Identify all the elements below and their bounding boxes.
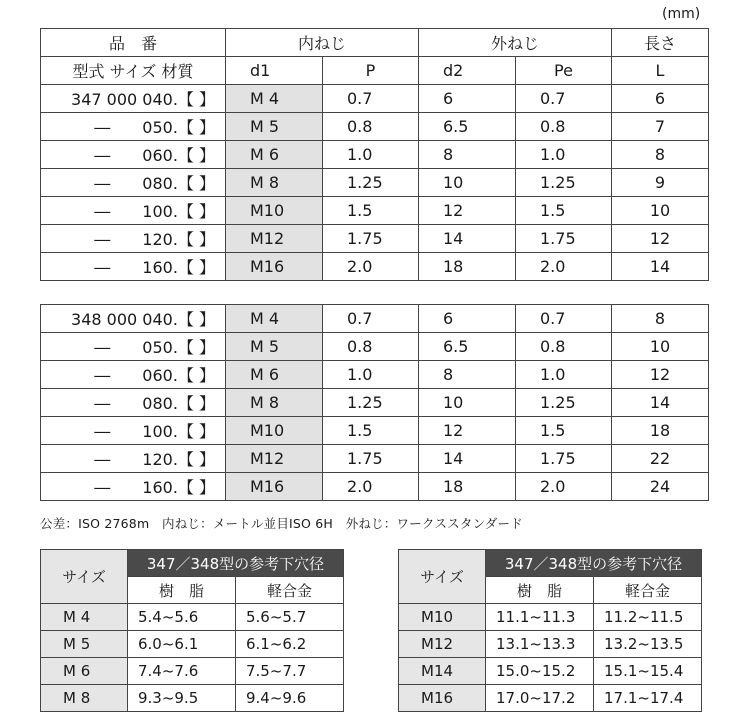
l-cell: 12 — [612, 225, 709, 253]
header-model-size-material: 型式 サイズ 材質 — [41, 57, 226, 85]
d2-cell: 14 — [419, 225, 516, 253]
p-cell: 1.0 — [323, 361, 419, 389]
hole-header-resin: 樹 脂 — [486, 577, 594, 604]
part-code: 347 000 040.【 】 — [41, 85, 226, 113]
pe-cell: 1.25 — [516, 169, 612, 197]
d2-cell: 6 — [419, 305, 516, 333]
hole-header-title: 347／348型の参考下穴径 — [128, 550, 344, 577]
header-pe: Pe — [516, 57, 612, 85]
pilot-hole-table-right — [398, 549, 702, 712]
part-code: ― 120.【 】 — [41, 445, 226, 473]
pe-cell: 1.0 — [516, 141, 612, 169]
header-p: P — [323, 57, 419, 85]
l-cell: 22 — [612, 445, 709, 473]
p-cell: 1.75 — [323, 225, 419, 253]
part-code: ― 100.【 】 — [41, 197, 226, 225]
d1-cell: M 4 — [226, 305, 323, 333]
d1-cell: M 4 — [226, 85, 323, 113]
spec-row — [41, 445, 709, 473]
unit-label: (mm) — [662, 6, 701, 22]
hole-size: M 5 — [41, 631, 128, 658]
d2-cell: 8 — [419, 361, 516, 389]
hole-resin: 11.1~11.3 — [486, 604, 594, 631]
d2-cell: 18 — [419, 473, 516, 501]
spec-row — [41, 389, 709, 417]
pe-cell: 0.7 — [516, 85, 612, 113]
l-cell: 14 — [612, 253, 709, 281]
hole-resin: 7.4~7.6 — [128, 658, 236, 685]
hole-row — [399, 685, 702, 712]
d2-cell: 6.5 — [419, 113, 516, 141]
l-cell: 10 — [612, 197, 709, 225]
d2-cell: 18 — [419, 253, 516, 281]
hole-size: M10 — [399, 604, 486, 631]
header-length: 長さ — [612, 29, 709, 57]
d1-cell: M 8 — [226, 389, 323, 417]
pe-cell: 1.75 — [516, 445, 612, 473]
part-code: ― 160.【 】 — [41, 253, 226, 281]
d2-cell: 12 — [419, 197, 516, 225]
p-cell: 0.7 — [323, 305, 419, 333]
hole-row — [41, 631, 344, 658]
hole-header-row-1 — [399, 550, 702, 577]
spec-table-348 — [40, 304, 709, 501]
l-cell: 14 — [612, 389, 709, 417]
hole-resin: 13.1~13.3 — [486, 631, 594, 658]
d1-cell: M 6 — [226, 141, 323, 169]
pilot-hole-table-left — [40, 549, 344, 712]
d2-cell: 12 — [419, 417, 516, 445]
hole-row — [41, 658, 344, 685]
part-code: 348 000 040.【 】 — [41, 305, 226, 333]
spec-row — [41, 473, 709, 501]
hole-size: M14 — [399, 658, 486, 685]
hole-header-size: サイズ — [41, 550, 128, 604]
d1-cell: M 8 — [226, 169, 323, 197]
hole-alloy: 11.2~11.5 — [594, 604, 702, 631]
hole-row — [41, 604, 344, 631]
hole-header-light-alloy: 軽合金 — [594, 577, 702, 604]
spec-row — [41, 361, 709, 389]
spec-row — [41, 417, 709, 445]
d1-cell: M 6 — [226, 361, 323, 389]
d1-cell: M12 — [226, 225, 323, 253]
l-cell: 9 — [612, 169, 709, 197]
part-code: ― 100.【 】 — [41, 417, 226, 445]
part-code: ― 060.【 】 — [41, 141, 226, 169]
d2-cell: 6 — [419, 85, 516, 113]
part-code: ― 050.【 】 — [41, 113, 226, 141]
d2-cell: 14 — [419, 445, 516, 473]
l-cell: 8 — [612, 141, 709, 169]
hole-alloy: 6.1~6.2 — [236, 631, 344, 658]
hole-header-title: 347／348型の参考下穴径 — [486, 550, 702, 577]
spec-header-row-1 — [41, 29, 709, 57]
l-cell: 6 — [612, 85, 709, 113]
hole-row — [399, 604, 702, 631]
pe-cell: 2.0 — [516, 473, 612, 501]
p-cell: 1.0 — [323, 141, 419, 169]
part-code: ― 060.【 】 — [41, 361, 226, 389]
l-cell: 7 — [612, 113, 709, 141]
hole-row — [41, 685, 344, 712]
hole-resin: 17.0~17.2 — [486, 685, 594, 712]
hole-row — [399, 631, 702, 658]
pe-cell: 0.8 — [516, 113, 612, 141]
d1-cell: M16 — [226, 253, 323, 281]
pe-cell: 2.0 — [516, 253, 612, 281]
p-cell: 0.7 — [323, 85, 419, 113]
hole-header-light-alloy: 軽合金 — [236, 577, 344, 604]
pe-cell: 0.8 — [516, 333, 612, 361]
p-cell: 1.25 — [323, 169, 419, 197]
hole-size: M16 — [399, 685, 486, 712]
pe-cell: 1.25 — [516, 389, 612, 417]
header-d1: d1 — [226, 57, 323, 85]
part-code: ― 080.【 】 — [41, 389, 226, 417]
d2-cell: 10 — [419, 169, 516, 197]
spec-row — [41, 225, 709, 253]
d1-cell: M10 — [226, 197, 323, 225]
hole-resin: 6.0~6.1 — [128, 631, 236, 658]
hole-alloy: 9.4~9.6 — [236, 685, 344, 712]
p-cell: 0.8 — [323, 333, 419, 361]
header-d2: d2 — [419, 57, 516, 85]
header-inner-thread: 内ねじ — [226, 29, 419, 57]
part-code: ― 080.【 】 — [41, 169, 226, 197]
hole-resin: 15.0~15.2 — [486, 658, 594, 685]
hole-header-resin: 樹 脂 — [128, 577, 236, 604]
spec-row — [41, 333, 709, 361]
p-cell: 1.25 — [323, 389, 419, 417]
part-code: ― 160.【 】 — [41, 473, 226, 501]
spec-header-row-2 — [41, 57, 709, 85]
p-cell: 2.0 — [323, 473, 419, 501]
d1-cell: M16 — [226, 473, 323, 501]
hole-row — [399, 658, 702, 685]
header-l: L — [612, 57, 709, 85]
pe-cell: 1.5 — [516, 197, 612, 225]
p-cell: 1.75 — [323, 445, 419, 473]
hole-alloy: 13.2~13.5 — [594, 631, 702, 658]
l-cell: 10 — [612, 333, 709, 361]
d2-cell: 8 — [419, 141, 516, 169]
pe-cell: 1.0 — [516, 361, 612, 389]
l-cell: 18 — [612, 417, 709, 445]
hole-header-row-1 — [41, 550, 344, 577]
d1-cell: M10 — [226, 417, 323, 445]
p-cell: 1.5 — [323, 417, 419, 445]
l-cell: 8 — [612, 305, 709, 333]
pe-cell: 0.7 — [516, 305, 612, 333]
part-code: ― 050.【 】 — [41, 333, 226, 361]
l-cell: 24 — [612, 473, 709, 501]
hole-alloy: 5.6~5.7 — [236, 604, 344, 631]
hole-size: M 8 — [41, 685, 128, 712]
p-cell: 1.5 — [323, 197, 419, 225]
header-outer-thread: 外ねじ — [419, 29, 612, 57]
hole-alloy: 17.1~17.4 — [594, 685, 702, 712]
hole-resin: 5.4~5.6 — [128, 604, 236, 631]
d1-cell: M12 — [226, 445, 323, 473]
d1-cell: M 5 — [226, 333, 323, 361]
spec-row — [41, 141, 709, 169]
part-code: ― 120.【 】 — [41, 225, 226, 253]
hole-alloy: 15.1~15.4 — [594, 658, 702, 685]
tolerance-note: 公差：ISO 2768m 内ねじ：メートル並目ISO 6H 外ねじ：ワークススタンダード — [40, 516, 523, 531]
pe-cell: 1.75 — [516, 225, 612, 253]
d2-cell: 6.5 — [419, 333, 516, 361]
spec-row — [41, 197, 709, 225]
hole-alloy: 7.5~7.7 — [236, 658, 344, 685]
d1-cell: M 5 — [226, 113, 323, 141]
spec-row — [41, 113, 709, 141]
spec-row — [41, 85, 709, 113]
spec-row — [41, 305, 709, 333]
d2-cell: 10 — [419, 389, 516, 417]
header-part-no: 品 番 — [41, 29, 226, 57]
pe-cell: 1.5 — [516, 417, 612, 445]
hole-resin: 9.3~9.5 — [128, 685, 236, 712]
hole-size: M 4 — [41, 604, 128, 631]
hole-header-size: サイズ — [399, 550, 486, 604]
spec-row — [41, 253, 709, 281]
hole-size: M12 — [399, 631, 486, 658]
l-cell: 12 — [612, 361, 709, 389]
spec-row — [41, 169, 709, 197]
spec-table-347 — [40, 28, 709, 281]
hole-size: M 6 — [41, 658, 128, 685]
p-cell: 2.0 — [323, 253, 419, 281]
p-cell: 0.8 — [323, 113, 419, 141]
